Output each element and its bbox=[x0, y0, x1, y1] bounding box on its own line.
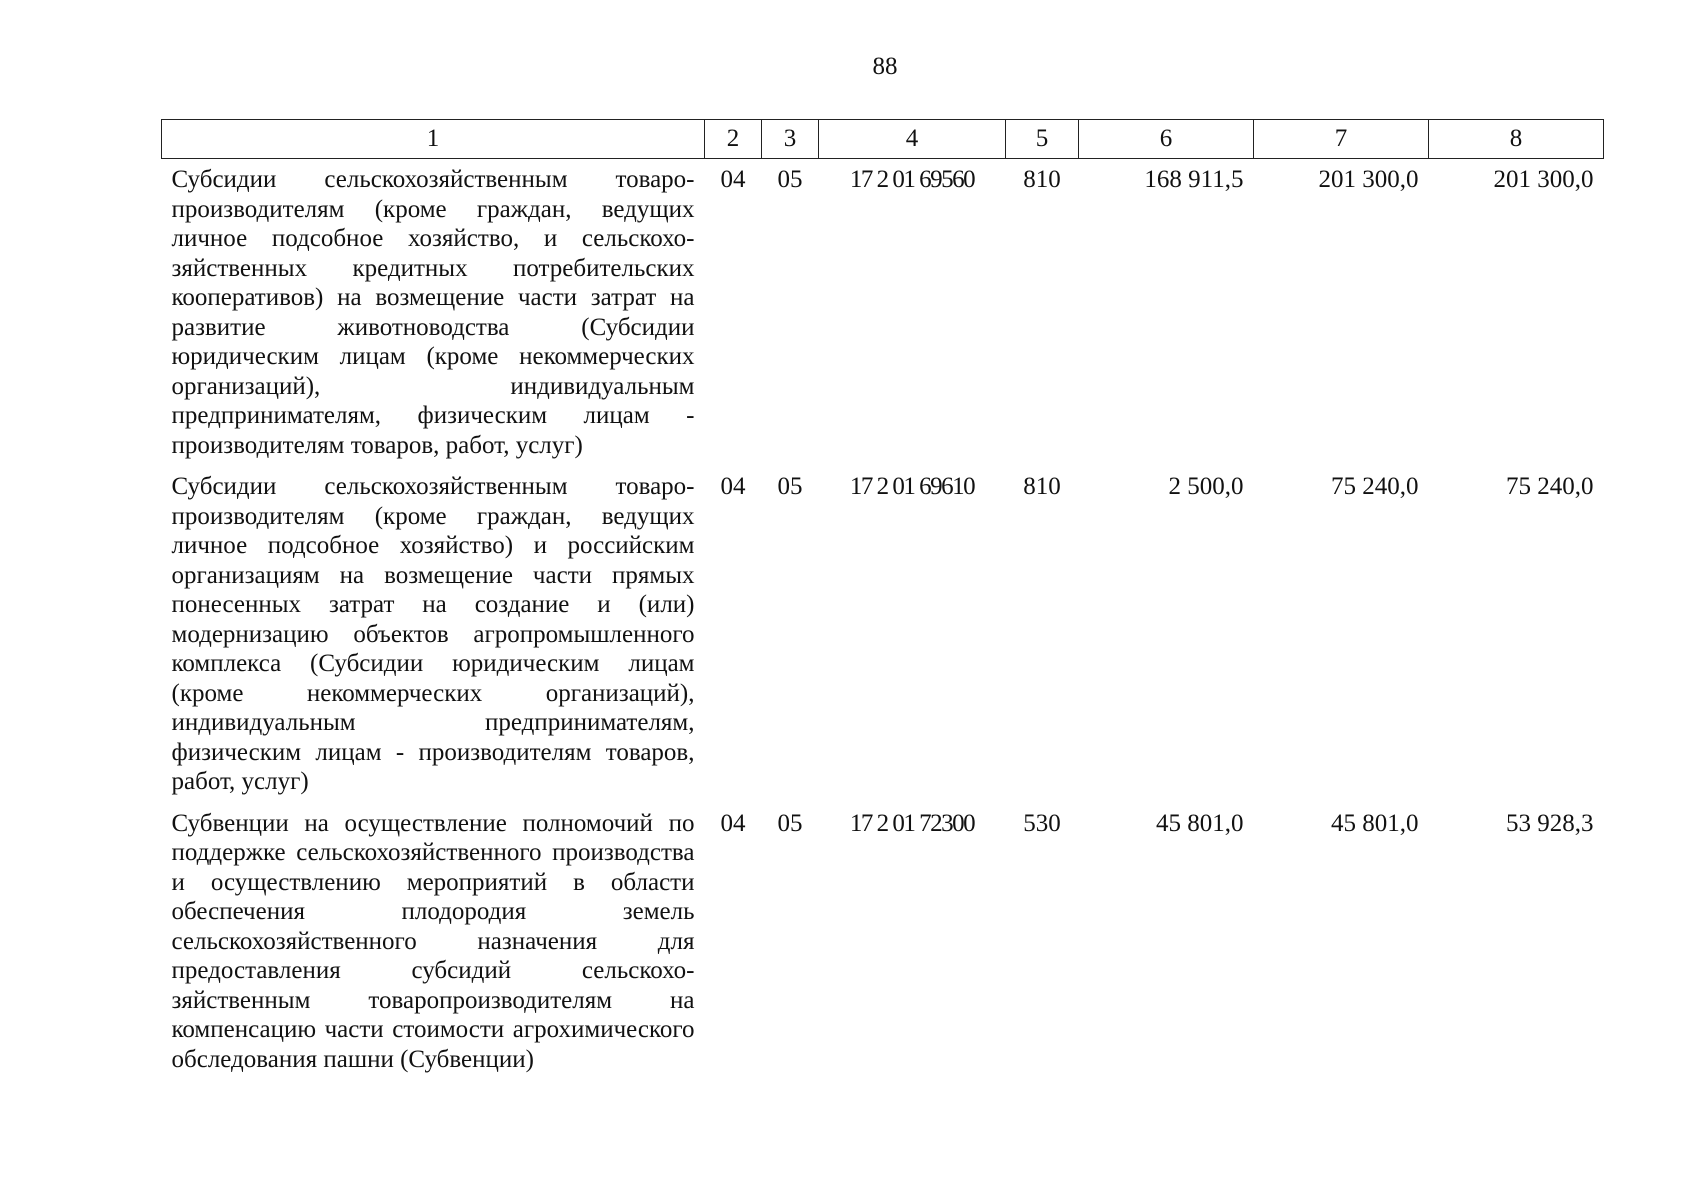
row-amount-col6: 45 801,0 bbox=[1156, 809, 1244, 837]
table-row bbox=[162, 159, 1604, 467]
row-target-article: 17 2 01 72300 bbox=[849, 809, 975, 837]
row-description: Субсидии сельскохозяйственным товаропроизводителям (кроме граждан, ведущих личное подсобное хозяйство, и сельскохозяйственных кредитных потребительских кооперативов) на возмещение части затрат на развитие животноводства (Субсидии юридическим лицам (кроме некоммерческих организаций), индивидуальным предпринимателям, физическим лицам - производителям товаров, работ, услуг) bbox=[171, 166, 695, 459]
row-amount-col7: 45 801,0 bbox=[1331, 809, 1419, 837]
column-header-3: 3 bbox=[762, 120, 819, 159]
row-amount-col6: 168 911,5 bbox=[1144, 166, 1244, 193]
column-header-4: 4 bbox=[819, 120, 1006, 159]
column-header-1: 1 bbox=[162, 120, 705, 159]
row-description: Субсидии сельскохозяйственным товаропроизводителям (кроме граждан, ведущих личное подсобное хозяйство) и российским организациям на возмещение части прямых понесенных затрат на создание и (или) модернизацию объектов агропромышленного комплекса (Субсидии юридическим лицам (кроме некоммерческих организаций), индивидуальным предпринимателям, физическим лицам - производителям товаров, работ, услуг) bbox=[171, 473, 695, 795]
row-amount-col8: 201 300,0 bbox=[1493, 166, 1594, 193]
row-expense-type: 810 bbox=[1023, 473, 1061, 500]
column-header-7: 7 bbox=[1254, 120, 1429, 159]
budget-table bbox=[161, 119, 1604, 1080]
row-amount-col8: 75 240,0 bbox=[1506, 473, 1594, 500]
row-section-code: 04 bbox=[720, 166, 746, 193]
row-subsection-code: 05 bbox=[777, 166, 803, 193]
row-expense-type: 810 bbox=[1023, 166, 1061, 193]
column-header-5: 5 bbox=[1006, 120, 1079, 159]
row-target-article: 17 2 01 69610 bbox=[849, 473, 975, 500]
table-header-row bbox=[162, 120, 1604, 159]
row-target-article: 17 2 01 69560 bbox=[849, 166, 975, 193]
row-section-code: 04 bbox=[720, 809, 746, 837]
row-description: Субвенции на осуществление полномочий по поддержке сельскохозяйственного производства и осуществлению мероприятий в области обеспечения плодородия земель сельскохозяйственного назначения для предоставления субсидий сельскохозяйственным товаропроизводителям на компенсацию части стоимости агрохимического обследования пашни (Субвенции) bbox=[171, 809, 695, 1073]
table-row bbox=[162, 466, 1604, 803]
row-subsection-code: 05 bbox=[777, 473, 803, 500]
row-section-code: 04 bbox=[720, 473, 746, 500]
column-header-2: 2 bbox=[705, 120, 762, 159]
row-subsection-code: 05 bbox=[777, 809, 803, 837]
row-expense-type: 530 bbox=[1023, 809, 1061, 837]
row-amount-col7: 75 240,0 bbox=[1331, 473, 1419, 500]
row-amount-col7: 201 300,0 bbox=[1318, 166, 1419, 193]
column-header-8: 8 bbox=[1429, 120, 1604, 159]
table-row bbox=[162, 803, 1604, 1081]
row-amount-col8: 53 928,3 bbox=[1506, 809, 1594, 837]
column-header-6: 6 bbox=[1079, 120, 1254, 159]
page-number: 88 bbox=[872, 53, 898, 80]
row-amount-col6: 2 500,0 bbox=[1168, 473, 1244, 500]
